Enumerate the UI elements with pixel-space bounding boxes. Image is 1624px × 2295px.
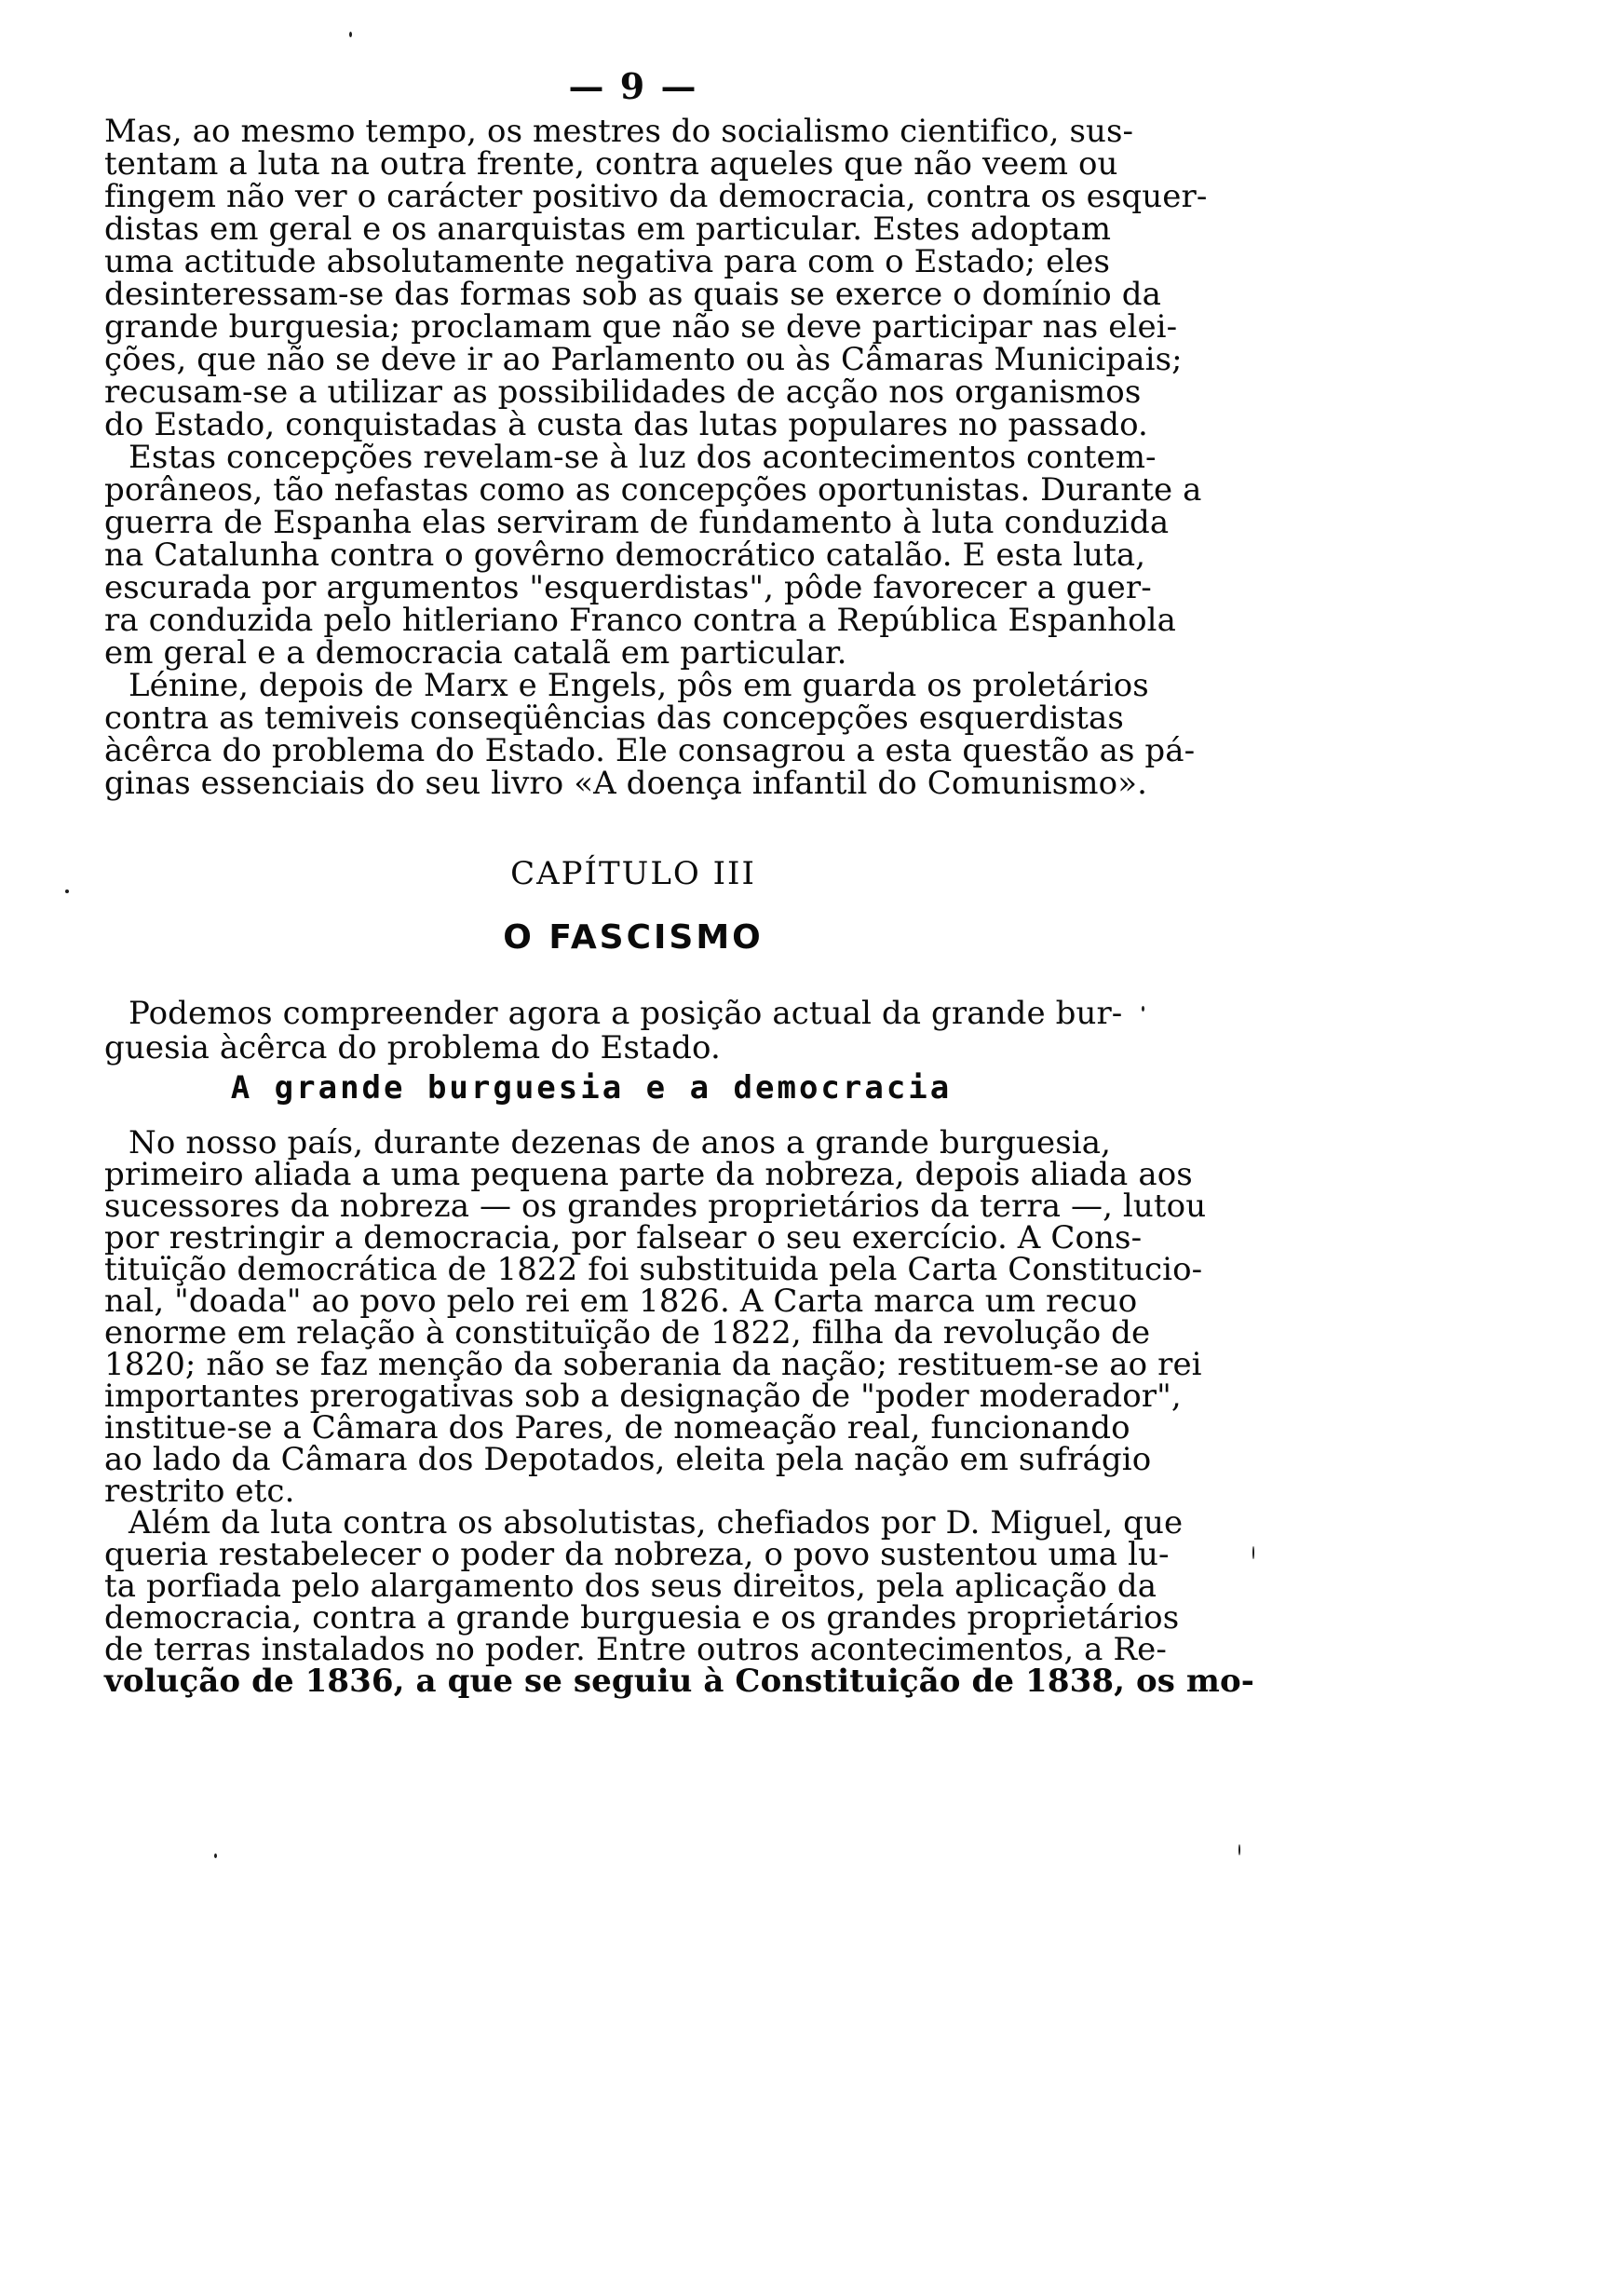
body-text-top xyxy=(104,113,1208,802)
text-line: primeiro aliada a uma pequena parte da nobreza, depois aliada aos xyxy=(104,1156,1193,1193)
text-line: tituïção democrática de 1822 foi substituida pela Carta Constitucio- xyxy=(104,1251,1203,1288)
text-line: Lénine, depois de Marx e Engels, pôs em guarda os proletários xyxy=(129,667,1149,704)
text-line: No nosso país, durante dezenas de anos a grande burguesia, xyxy=(129,1124,1112,1161)
text-line: distas em geral e os anarquistas em particular. Estes adoptam xyxy=(104,210,1112,248)
text-line: do Estado, conquistadas à custa das lutas populares no passado. xyxy=(104,406,1148,443)
text-line: Mas, ao mesmo tempo, os mestres do socialismo cientifico, sus- xyxy=(104,113,1134,150)
text-line: ções, que não se deve ir ao Parlamento ou às Câmaras Municipais; xyxy=(104,341,1183,378)
text-line: tentam a luta na outra frente, contra aqueles que não veem ou xyxy=(104,145,1118,183)
text-line: porâneos, tão nefastas como as concepções oportunistas. Durante a xyxy=(104,471,1202,509)
text-line: contra as temiveis conseqüências das concepções esquerdistas xyxy=(104,699,1124,737)
chapter-intro xyxy=(104,995,1123,1066)
text-line: ao lado da Câmara dos Depotados, eleita pela nação em sufrágio xyxy=(104,1441,1152,1478)
text-line: recusam-se a utilizar as possibilidades de acção nos organismos xyxy=(104,373,1142,411)
text-line: Além da luta contra os absolutistas, chefiados por D. Miguel, que xyxy=(129,1504,1184,1541)
body-text-bottom xyxy=(104,1124,1254,1700)
text-line: ginas essenciais do seu livro «A doença infantil do Comunismo». xyxy=(104,765,1147,802)
text-line: nal, "doada" ao povo pelo rei em 1826. A Carta marca um recuo xyxy=(104,1283,1138,1320)
text-line: uma actitude absolutamente negativa para com o Estado; eles xyxy=(104,243,1111,280)
chapter-number: CAPÍTULO III xyxy=(510,855,756,892)
text-line: democracia, contra a grande burguesia e os grandes proprietários xyxy=(104,1599,1180,1636)
text-line: ra conduzida pelo hitleriano Franco contra a República Espanhola xyxy=(104,602,1177,639)
text-line: 1820; não se faz menção da soberania da nação; restituem-se ao rei xyxy=(104,1346,1202,1383)
section-title: A grande burguesia e a democracia xyxy=(230,1069,953,1107)
text-line: escurada por argumentos "esquerdistas", pôde favorecer a guer- xyxy=(104,569,1152,606)
text-line: Podemos compreender agora a posição actual da grande bur- xyxy=(129,995,1123,1032)
text-line: por restringir a democracia, por falsear o seu exercício. A Cons- xyxy=(104,1219,1143,1256)
text-line: institue-se a Câmara dos Pares, de nomeação real, funcionando xyxy=(104,1409,1130,1446)
text-line: sucessores da nobreza — os grandes proprietários da terra —, lutou xyxy=(104,1188,1207,1225)
text-line: na Catalunha contra o govêrno democrático catalão. E esta luta, xyxy=(104,536,1146,574)
text-line: Estas concepções revelam-se à luz dos acontecimentos contem- xyxy=(129,439,1157,476)
text-line: guerra de Espanha elas serviram de fundamento à luta conduzida xyxy=(104,504,1170,541)
page-number: — 9 — xyxy=(568,65,698,107)
text-line: àcêrca do problema do Estado. Ele consagrou a esta questão as pá- xyxy=(104,732,1196,769)
text-line: importantes prerogativas sob a designação de "poder moderador", xyxy=(104,1378,1182,1415)
text-line: guesia àcêrca do problema do Estado. xyxy=(104,1029,721,1066)
text-line: grande burguesia; proclamam que não se deve participar nas elei- xyxy=(104,308,1178,346)
text-line: em geral e a democracia catalã em particular. xyxy=(104,634,847,672)
text-line: de terras instalados no poder. Entre outros acontecimentos, a Re- xyxy=(104,1631,1167,1668)
text-line: fingem não ver o carácter positivo da democracia, contra os esquer- xyxy=(104,178,1208,215)
text-line: desinteressam-se das formas sob as quais se exerce o domínio da xyxy=(104,276,1162,313)
text-line: enorme em relação à constituïção de 1822, filha da revolução de xyxy=(104,1314,1151,1351)
chapter-title: O FASCISMO xyxy=(503,918,764,957)
text-line: queria restabelecer o poder da nobreza, o povo sustentou uma lu- xyxy=(104,1536,1170,1573)
text-line: volução de 1836, a que se seguiu à Constituição de 1838, os mo- xyxy=(104,1663,1254,1700)
text-line: restrito etc. xyxy=(104,1473,295,1510)
text-line: ta porfiada pelo alargamento dos seus direitos, pela aplicação da xyxy=(104,1568,1157,1605)
